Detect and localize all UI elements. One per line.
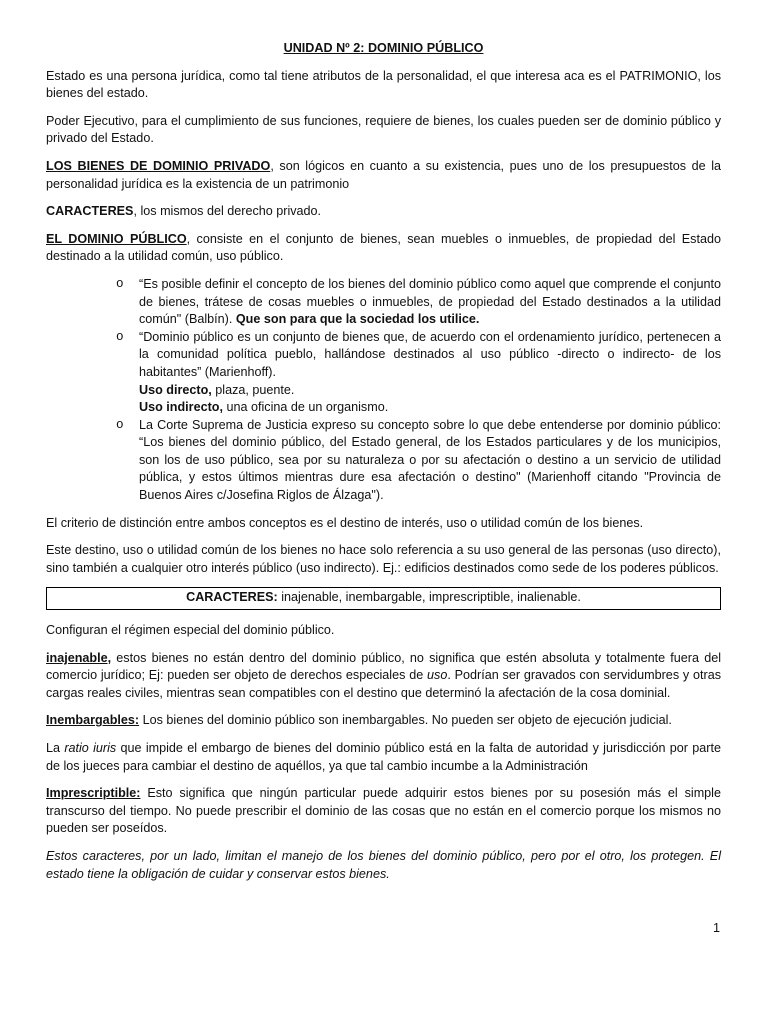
bullet-icon: o xyxy=(116,276,124,291)
uso-directo-text: plaza, puente. xyxy=(211,382,295,397)
imprescriptible-text: Esto significa que ningún particular puede adquirir estos bienes por su posesión más el simple transcurso del tiempo. No puede prescribir el dominio de las cosas que no están en el comercio porque los mismos no pueden ser poseídos. xyxy=(46,786,721,836)
quote-balbin-emphasis: Que son para que la sociedad los utilice. xyxy=(235,312,480,327)
dominio-privado-heading: LOS BIENES DE DOMINIO PRIVADO xyxy=(46,158,271,173)
paragraph-caracteres-privado xyxy=(46,203,721,221)
page-title: UNIDAD Nº 2: DOMINIO PÚBLICO xyxy=(283,41,484,55)
bullet-icon: o xyxy=(116,329,124,344)
inajenable-text-b: . Podrían ser gravados con servidumbres y otras cargas reales civiles, mientras sean compatibles con el destino que determinó la afectación de la cosa dominial. xyxy=(46,668,721,700)
definitions-list xyxy=(46,276,721,505)
imprescriptible-heading: Imprescriptible: xyxy=(46,786,141,801)
paragraph-imprescriptible xyxy=(46,785,721,838)
list-item xyxy=(116,276,721,329)
quote-corte-suprema-text: La Corte Suprema de Justicia expreso su concepto sobre lo que debe entenderse por dominio público: “Los bienes del dominio público, del Estado general, de los Estados particulares y de los municipios, son los de uso público, sea por su naturaleza o por su afectación o destino a un servicio de utilidad pública, y estos últimos mientras dure esa afectación o destino" (Marienhoff citando "Provincia de Buenos Aires c/Josefina Riglos de Álzaga"). xyxy=(139,417,721,503)
paragraph-dominio-privado xyxy=(46,158,721,193)
uso-directo-line xyxy=(139,382,721,400)
inajenable-italic: uso xyxy=(427,668,448,683)
list-item xyxy=(116,417,721,505)
paragraph-regimen: Configuran el régimen especial del dominio público. xyxy=(46,623,335,638)
ratio-iuris-text: que impide el embargo de bienes del dominio público está en la falta de autoridad y jurisdicción por parte de los jueces para cambiar el destino de aquéllos, ya que tal cambio incumbe a la Administración xyxy=(46,741,721,773)
uso-indirecto-label: Uso indirecto, xyxy=(139,400,223,415)
list-item xyxy=(116,329,721,417)
caracteres-box xyxy=(46,587,721,610)
uso-indirecto-text: una oficina de un organismo. xyxy=(222,400,389,415)
document-page xyxy=(46,40,721,893)
paragraph-criterio: El criterio de distinción entre ambos conceptos es el destino de interés, uso o utilidad común de los bienes. xyxy=(46,515,644,530)
dominio-privado-text: , son lógicos en cuanto a su existencia, pues uno de los presupuestos de la personalidad jurídica es la existencia de un patrimonio xyxy=(46,158,721,191)
paragraph-inajenable xyxy=(46,650,721,703)
ratio-iuris-pre: La xyxy=(46,741,65,755)
quote-balbin-text: “Es posible definir el concepto de los bienes del dominio público como aquel que comprende el conjunto de bienes, trátese de cosas muebles o inmuebles, de propiedad del Estado destinados a la utilidad común" (Balbín). xyxy=(139,276,721,327)
caracteres-text: , los mismos del derecho privado. xyxy=(133,204,322,219)
caracteres-box-label: CARACTERES: xyxy=(186,590,278,605)
ratio-iuris-italic: ratio iuris xyxy=(64,741,117,755)
inembargables-text: Los bienes del dominio público son inembargables. No pueden ser objeto de ejecución judicial. xyxy=(139,713,672,728)
dominio-publico-heading: EL DOMINIO PÚBLICO xyxy=(46,231,187,246)
paragraph-conclusion: Estos caracteres, por un lado, limitan el manejo de los bienes del dominio público, pero por el otro, los protegen. El estado tiene la obligación de cuidar y conservar estos bienes. xyxy=(46,848,721,881)
paragraph-ratio-iuris xyxy=(46,740,721,775)
inembargables-heading: Inembargables: xyxy=(46,713,140,728)
page-number: 1 xyxy=(712,921,720,935)
uso-directo-label: Uso directo, xyxy=(139,382,212,397)
paragraph-estado: Estado es una persona jurídica, como tal tiene atributos de la personalidad, el que interesa aca es el PATRIMONIO, los bienes del estado. xyxy=(46,68,721,101)
bullet-icon: o xyxy=(116,417,124,432)
caracteres-heading: CARACTERES xyxy=(46,204,134,219)
quote-marienhoff-text: “Dominio público es un conjunto de bienes que, de acuerdo con el ordenamiento jurídico, pertenecen a la comunidad política pueblo, hallándose destinados al uso público -directo o indirecto- de los habitantes” (Marienhoff). xyxy=(139,329,721,379)
paragraph-destino: Este destino, uso o utilidad común de los bienes no hace solo referencia a su uso general de las personas (uso directo), sino también a cualquier otro interés público (uso indirecto). Ej.: edificios destinados como sede de los poderes públicos. xyxy=(46,543,721,575)
inajenable-heading: inajenable, xyxy=(46,650,112,665)
paragraph-dominio-publico xyxy=(46,231,721,266)
inajenable-text-a: estos bienes no están dentro del dominio público, no significa que estén absoluta y totalmente fuera del comercio jurídico; Ej: pueden ser objeto de derechos especiales de xyxy=(46,650,721,683)
uso-indirecto-line xyxy=(139,399,721,417)
paragraph-inembargables xyxy=(46,712,721,730)
dominio-publico-text: , consiste en el conjunto de bienes, sean muebles o inmuebles, de propiedad del Estado destinado a la utilidad común, uso público. xyxy=(46,231,721,264)
paragraph-poder-ejecutivo: Poder Ejecutivo, para el cumplimiento de sus funciones, requiere de bienes, los cuales pueden ser de dominio público y privado del Estado. xyxy=(46,113,721,146)
caracteres-box-text: inajenable, inembargable, imprescriptible, inalienable. xyxy=(277,590,581,605)
